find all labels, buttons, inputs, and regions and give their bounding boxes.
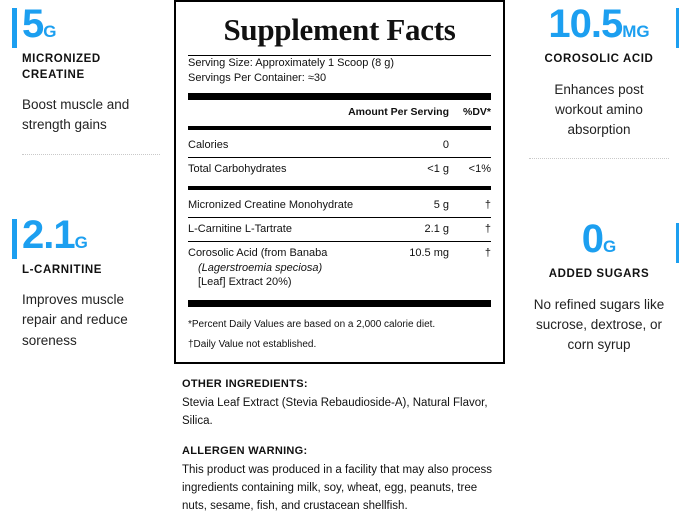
nutrient-amount: 0 xyxy=(442,139,449,152)
nutrient-name: L-Carnitine L-Tartrate xyxy=(188,222,292,235)
spacer xyxy=(22,173,160,215)
highlight-value xyxy=(22,212,160,257)
nutrient-name-line2: (Lagerstroemia speciosa) xyxy=(198,261,323,274)
nutrient-dv: † xyxy=(484,199,491,212)
nutrient-amount: <1 g xyxy=(427,163,449,176)
spacer xyxy=(529,177,669,219)
table-row xyxy=(188,242,491,295)
nutrient-amount: 2.1 g xyxy=(424,222,449,235)
highlight-value-unit: MG xyxy=(622,22,650,41)
highlight-value-number: 0 xyxy=(581,217,603,262)
highlight-description: Boost muscle and strength gains xyxy=(22,97,130,133)
table-column-headers xyxy=(188,105,491,121)
highlight-value-unit: G xyxy=(43,22,57,41)
supplement-facts-panel xyxy=(174,0,505,364)
table-row xyxy=(188,134,491,157)
nutrient-dv: <1% xyxy=(468,163,491,176)
highlight-value xyxy=(529,217,669,262)
allergen-warning-body: This product was produced in a facility that may also process ingredients containing milk, soy, wheat, egg, peanuts, tree nuts, sesame, fish, and crustacean shellfish. xyxy=(182,463,493,512)
nutrient-name: Total Carbohydrates xyxy=(188,163,287,176)
nutrient-name xyxy=(188,246,365,291)
highlight-corosolic-acid xyxy=(529,4,669,140)
highlight-description: No refined sugars like sucrose, dextrose, or corn syrup xyxy=(533,296,665,353)
column-header-amount: Amount Per Serving xyxy=(348,106,449,119)
servings-per-container: Servings Per Container: ≈30 xyxy=(188,72,327,85)
table-row xyxy=(188,218,491,241)
panel-title: Supplement Facts xyxy=(223,12,456,47)
highlight-value-unit: G xyxy=(603,237,617,257)
nutrient-name-line3: [Leaf] Extract 20%) xyxy=(198,276,292,289)
divider xyxy=(188,126,491,130)
divider xyxy=(188,300,491,307)
divider xyxy=(188,186,491,190)
nutrient-dv: † xyxy=(484,222,491,235)
left-highlights-column xyxy=(0,0,168,351)
accent-bar-icon xyxy=(12,219,17,259)
nutrient-name: Micronized Creatine Monohydrate xyxy=(188,199,354,212)
highlight-value xyxy=(529,4,669,44)
highlight-description: Improves muscle repair and reduce soreness xyxy=(22,292,128,348)
nutrient-amount: 10.5 mg xyxy=(409,246,449,259)
highlight-value-unit: G xyxy=(74,232,88,252)
allergen-warning-heading: ALLERGEN WARNING: xyxy=(182,444,308,457)
divider xyxy=(22,154,160,155)
nutrient-name: Calories xyxy=(188,139,229,152)
highlight-name: L-CARNITINE xyxy=(22,263,103,276)
highlight-lcarnitine xyxy=(22,212,160,351)
highlight-added-sugars xyxy=(529,219,669,355)
other-sections xyxy=(174,364,505,515)
footnote-dv-not-established: †Daily Value not established. xyxy=(188,339,317,351)
highlight-creatine xyxy=(22,4,160,136)
other-ingredients-heading: OTHER INGREDIENTS: xyxy=(182,378,308,391)
nutrient-name-line1: Corosolic Acid (from Banaba xyxy=(188,246,328,259)
accent-bar-icon xyxy=(12,8,17,48)
footnote-daily-value-basis: *Percent Daily Values are based on a 2,000 calorie diet. xyxy=(188,319,436,331)
other-ingredients-body: Stevia Leaf Extract (Stevia Rebaudioside-A), Natural Flavor, Silica. xyxy=(182,397,488,428)
highlight-value-number: 2.1 xyxy=(22,212,75,257)
highlight-name: MICRONIZED CREATINE xyxy=(22,53,101,81)
highlight-name: ADDED SUGARS xyxy=(548,268,650,281)
serving-size: Serving Size: Approximately 1 Scoop (8 g) xyxy=(188,56,395,69)
right-highlights-column xyxy=(511,0,679,356)
nutrient-amount: 5 g xyxy=(433,199,449,212)
divider xyxy=(188,93,491,100)
table-row xyxy=(188,194,491,217)
highlight-value-number: 5 xyxy=(22,2,44,46)
highlight-value xyxy=(22,4,160,44)
highlight-description: Enhances post workout amino absorption xyxy=(554,81,644,138)
center-column xyxy=(168,0,511,529)
nutrient-dv: † xyxy=(484,246,491,259)
table-row xyxy=(188,158,491,181)
highlight-value-number: 10.5 xyxy=(548,2,623,46)
column-header-dv: %DV* xyxy=(462,106,491,119)
highlight-name: COROSOLIC ACID xyxy=(544,53,654,65)
divider xyxy=(529,158,669,159)
